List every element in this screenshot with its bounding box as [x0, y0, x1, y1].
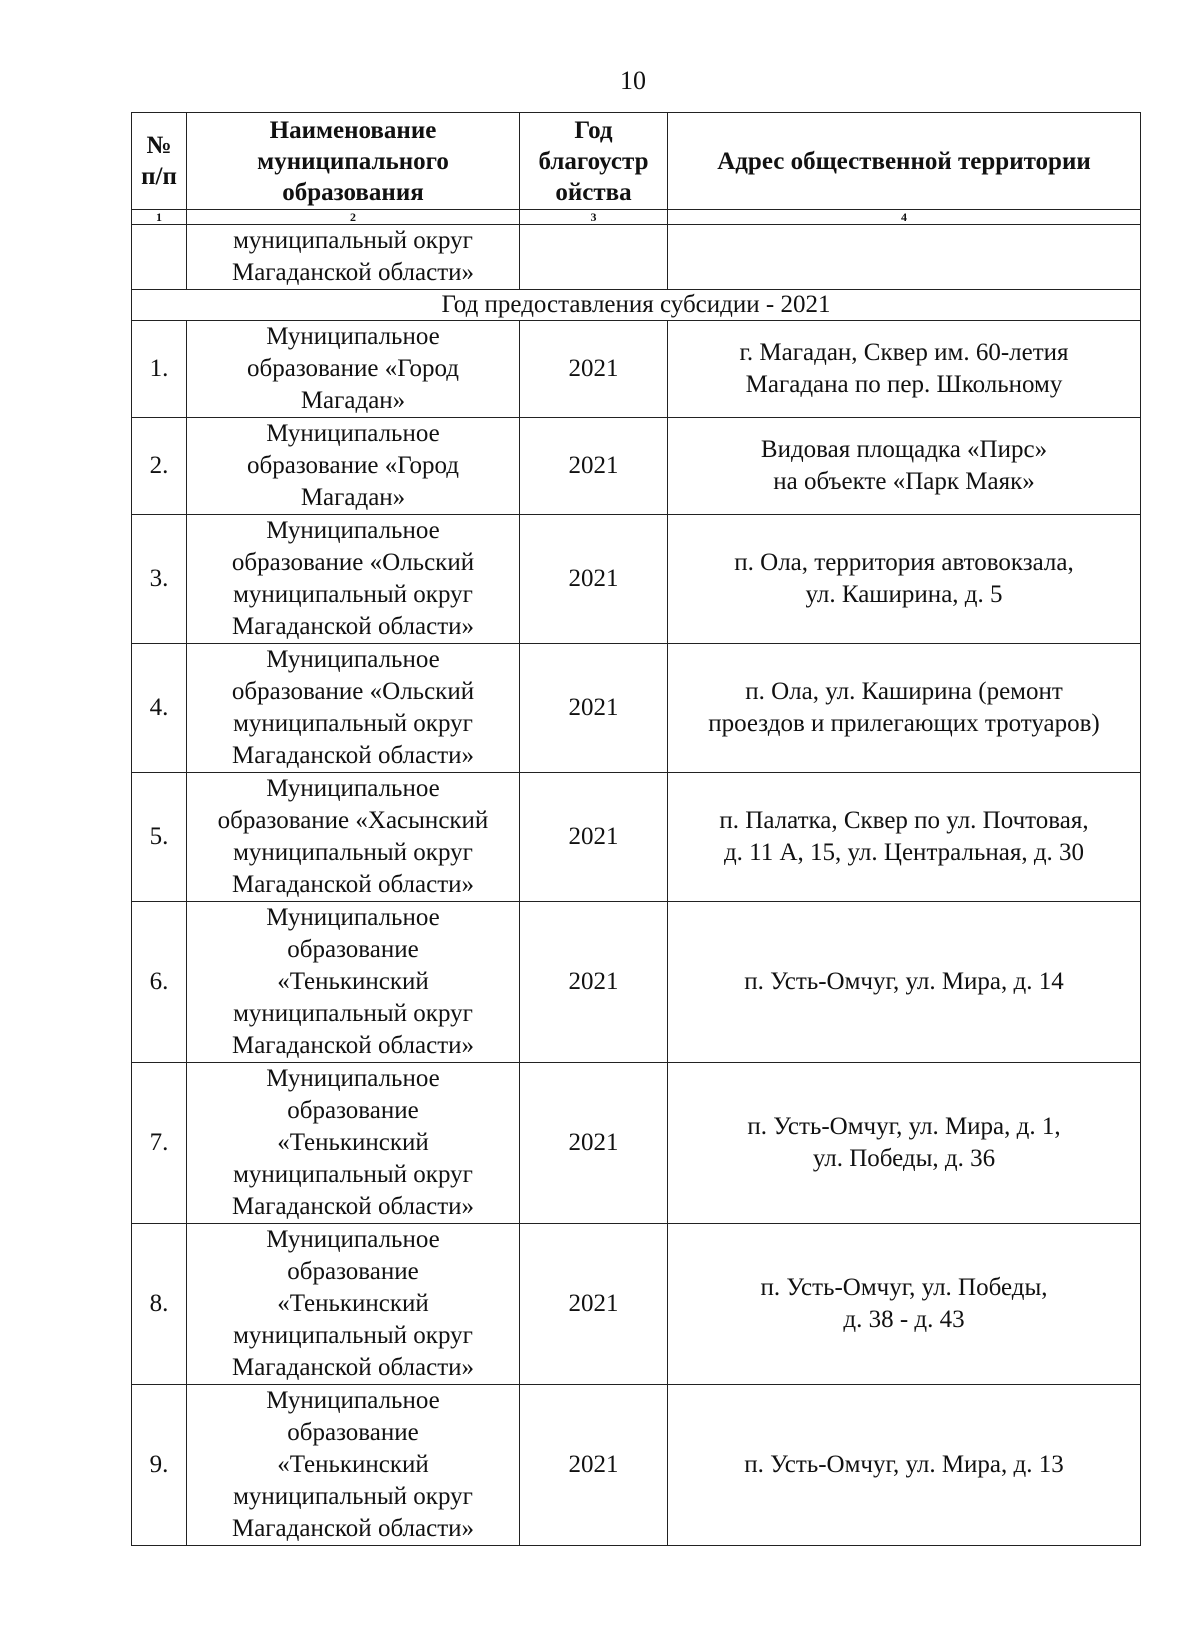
- cell-year: 2021: [520, 773, 668, 902]
- cell-address: [668, 225, 1141, 290]
- cell-number: 8.: [132, 1224, 187, 1385]
- column-number: 2: [187, 210, 520, 225]
- table-row: [132, 418, 1141, 515]
- territories-table: [131, 112, 1141, 1546]
- cell-year: 2021: [520, 418, 668, 515]
- header-year: Год благоустр ойства: [520, 113, 668, 210]
- cell-number: 7.: [132, 1063, 187, 1224]
- cell-address: п. Усть-Омчуг, ул. Победы, д. 38 - д. 43: [668, 1224, 1141, 1385]
- cell-address: Видовая площадка «Пирс» на объекте «Парк Маяк»: [668, 418, 1141, 515]
- cell-address: г. Магадан, Сквер им. 60-летия Магадана по пер. Школьному: [668, 321, 1141, 418]
- header-municipality: Наименование муниципального образования: [187, 113, 520, 210]
- table-row: [132, 1063, 1141, 1224]
- cell-number: 4.: [132, 644, 187, 773]
- column-number: 3: [520, 210, 668, 225]
- section-title: Год предоставления субсидии - 2021: [132, 290, 1141, 321]
- cell-municipality: Муниципальное образование «Хасынский муниципальный округ Магаданской области»: [187, 773, 520, 902]
- cell-address: п. Ола, территория автовокзала, ул. Каширина, д. 5: [668, 515, 1141, 644]
- cell-municipality: Муниципальное образование «Город Магадан»: [187, 321, 520, 418]
- cell-municipality: Муниципальное образование «Ольский муниципальный округ Магаданской области»: [187, 644, 520, 773]
- continuation-row: [132, 225, 1141, 290]
- cell-number: 5.: [132, 773, 187, 902]
- header-address: Адрес общественной территории: [668, 113, 1141, 210]
- header-number: № п/п: [132, 113, 187, 210]
- cell-address: п. Палатка, Сквер по ул. Почтовая, д. 11 А, 15, ул. Центральная, д. 30: [668, 773, 1141, 902]
- cell-number: 9.: [132, 1385, 187, 1546]
- cell-address: п. Усть-Омчуг, ул. Мира, д. 14: [668, 902, 1141, 1063]
- column-number: 4: [668, 210, 1141, 225]
- cell-address: п. Усть-Омчуг, ул. Мира, д. 1, ул. Победы, д. 36: [668, 1063, 1141, 1224]
- cell-year: 2021: [520, 515, 668, 644]
- section-row: [132, 290, 1141, 321]
- cell-year: 2021: [520, 902, 668, 1063]
- cell-year: 2021: [520, 1224, 668, 1385]
- cell-address: п. Усть-Омчуг, ул. Мира, д. 13: [668, 1385, 1141, 1546]
- cell-municipality: Муниципальное образование «Тенькинский муниципальный округ Магаданской области»: [187, 1063, 520, 1224]
- cell-year: 2021: [520, 321, 668, 418]
- column-number: 1: [132, 210, 187, 225]
- cell-municipality: Муниципальное образование «Город Магадан»: [187, 418, 520, 515]
- cell-year: [520, 225, 668, 290]
- page-number: 10: [620, 66, 646, 95]
- table-row: [132, 1385, 1141, 1546]
- table-row: [132, 321, 1141, 418]
- table-row: [132, 644, 1141, 773]
- cell-year: 2021: [520, 644, 668, 773]
- cell-number: 1.: [132, 321, 187, 418]
- table-header-row: [132, 113, 1141, 210]
- table-row: [132, 515, 1141, 644]
- cell-municipality: Муниципальное образование «Тенькинский муниципальный округ Магаданской области»: [187, 902, 520, 1063]
- table-row: [132, 773, 1141, 902]
- cell-number: 6.: [132, 902, 187, 1063]
- cell-number: 3.: [132, 515, 187, 644]
- cell-municipality: Муниципальное образование «Тенькинский муниципальный округ Магаданской области»: [187, 1385, 520, 1546]
- table-row: [132, 902, 1141, 1063]
- table-row: [132, 1224, 1141, 1385]
- cell-municipality: муниципальный округ Магаданской области»: [187, 225, 520, 290]
- cell-year: 2021: [520, 1063, 668, 1224]
- cell-number: [132, 225, 187, 290]
- column-number-row: [132, 210, 1141, 225]
- cell-year: 2021: [520, 1385, 668, 1546]
- cell-address: п. Ола, ул. Каширина (ремонт проездов и прилегающих тротуаров): [668, 644, 1141, 773]
- cell-municipality: Муниципальное образование «Тенькинский муниципальный округ Магаданской области»: [187, 1224, 520, 1385]
- cell-municipality: Муниципальное образование «Ольский муниципальный округ Магаданской области»: [187, 515, 520, 644]
- cell-number: 2.: [132, 418, 187, 515]
